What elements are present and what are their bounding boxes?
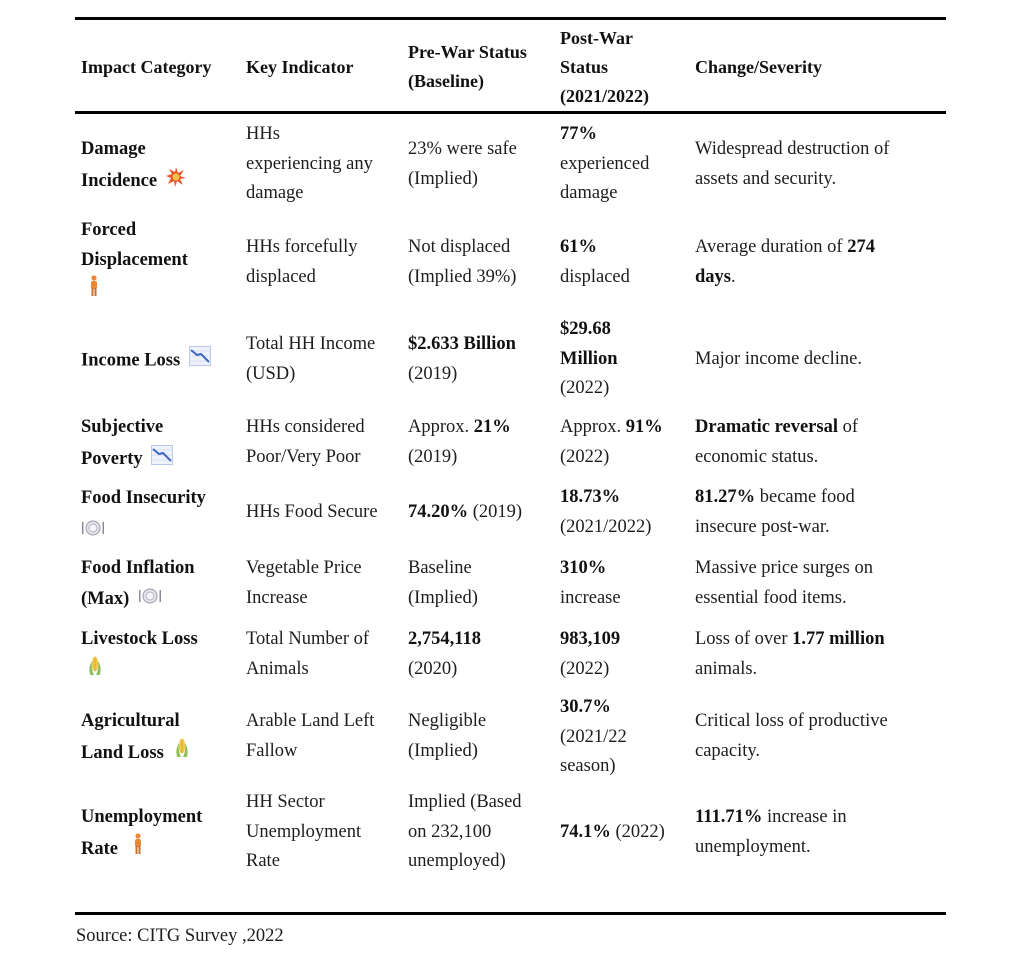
category-text: Land Loss [81,743,164,763]
row-food-inflation-indicator [246,554,362,613]
category-text: (Max) [81,589,130,609]
pre-text: Not displaced [408,237,511,257]
row-poverty-change [695,413,858,472]
change-text: insecure post-war. [695,516,830,537]
post-value: 18.73% [560,487,621,507]
pre-text: (2019) [408,363,458,384]
post-text: displaced [560,266,630,287]
category-text: Livestock Loss [81,629,198,649]
row-displacement-indicator [246,233,357,292]
pre-text: Negligible [408,711,487,731]
pre-text: (Implied) [408,587,478,608]
change-text: Critical loss of productive [695,711,888,731]
row-agri-land-category [81,705,190,770]
indicator-text: Animals [246,658,309,679]
indicator-text: HHs forcefully [246,237,358,257]
indicator-text: damage [246,183,304,203]
row-agri-land-indicator [246,707,374,766]
change-text: assets and security. [695,168,837,189]
change-text: economic status. [695,446,819,467]
indicator-text: Total HH Income [246,334,376,354]
change-bold: 1.77 million [792,629,885,649]
post-text: season) [560,756,616,776]
row-damage-post [560,120,649,209]
row-food-insecurity-pre [408,498,522,528]
post-text: Approx. [560,417,626,437]
row-livestock-change [695,625,885,684]
category-text: Forced [81,220,137,240]
indicator-text: Fallow [246,740,298,761]
person-icon [89,275,99,308]
change-text: Average duration of [695,237,848,257]
post-value: 74.1% [560,822,611,842]
row-food-inflation-category [81,553,195,615]
row-damage-indicator [246,120,373,209]
change-text: Loss of over [695,629,793,649]
chart-decreasing-icon [189,346,211,377]
indicator-text: HH Sector [246,792,325,812]
pre-text: 23% were safe [408,139,517,159]
row-displacement-change [695,233,875,292]
row-poverty-pre [408,413,511,472]
row-displacement-category [81,216,188,308]
header-post-war [560,24,649,111]
chart-decreasing-icon [151,444,173,476]
row-food-insecurity-indicator [246,498,378,528]
pre-text: Baseline [408,558,472,578]
row-unemployment-category [81,801,202,866]
category-text: Incidence [81,171,158,191]
indicator-text: experiencing any [246,153,373,174]
row-unemployment-indicator [246,788,361,877]
person-icon [133,833,143,866]
row-poverty-category [81,411,173,476]
change-text: unemployment. [695,836,811,857]
header-pre-war [408,38,527,96]
post-text: (2022) [560,378,610,398]
row-food-insecurity-post [560,483,651,542]
change-text: essential food items. [695,587,847,608]
post-text: (2022) [610,822,665,842]
post-value: 983,109 [560,629,621,649]
pre-text: unemployed) [408,851,506,871]
change-text: capacity. [695,740,761,761]
row-income-indicator [246,330,375,389]
change-text: increase in [762,807,847,827]
row-food-insecurity-change [695,483,855,542]
indicator-text: Vegetable Price [246,558,362,578]
header-post-war-line3: (2021/2022) [560,86,649,106]
header-post-war-line1: Post-War [560,28,633,48]
pre-text: Approx. [408,417,474,437]
corn-icon [174,737,190,770]
category-text: Rate [81,839,118,859]
pre-text: Implied (Based [408,792,522,812]
pre-text: (Implied) [408,168,478,189]
row-unemployment-pre [408,788,522,877]
row-poverty-post [560,413,663,472]
indicator-text: HHs [246,124,280,144]
row-agri-land-post [560,693,627,782]
row-income-category [81,346,211,377]
post-text: (2022) [560,658,610,679]
pre-value: 2,754,118 [408,629,481,649]
pre-text: (2019) [408,446,458,467]
header-key-indicator: Key Indicator [246,57,354,77]
post-value: Million [560,348,618,369]
table-top-rule [75,17,946,20]
header-change-severity: Change/Severity [695,57,822,77]
change-text: Widespread destruction of [695,139,890,159]
indicator-text: Total Number of [246,629,370,649]
row-unemployment-change [695,803,847,862]
post-text: (2022) [560,446,610,467]
change-text: Massive price surges on [695,558,873,578]
indicator-text: Rate [246,851,280,871]
row-livestock-category [81,623,198,688]
row-livestock-pre [408,625,481,684]
change-text: animals. [695,658,758,679]
pre-text: (2019) [468,502,523,522]
pre-value: 74.20% [408,502,469,522]
row-agri-land-change [695,707,888,766]
change-bold: 111.71% [695,807,763,827]
post-text: increase [560,587,621,608]
post-text: (2021/2022) [560,516,652,537]
row-income-pre [408,330,516,389]
pre-text: on 232,100 [408,821,492,842]
change-text: Major income decline. [695,349,862,369]
row-livestock-indicator [246,625,369,684]
post-text: damage [560,183,618,203]
category-text: Poverty [81,449,143,469]
header-pre-war-line2: (Baseline) [408,71,484,91]
category-text: Food Inflation [81,558,195,578]
pre-text: (2020) [408,658,458,679]
indicator-text: Increase [246,587,308,608]
category-text: Damage [81,139,146,159]
header-impact-category: Impact Category [81,57,212,77]
row-displacement-pre [408,233,516,292]
category-text: Unemployment [81,807,203,827]
row-income-change [695,345,862,375]
row-damage-category [81,133,186,198]
row-damage-change [695,135,889,194]
indicator-text: Arable Land Left [246,711,375,731]
indicator-text: Poor/Very Poor [246,446,361,467]
category-text: Food Insecurity [81,488,206,508]
row-displacement-post [560,233,630,292]
plate-icon [138,584,162,615]
post-text: (2021/22 [560,726,627,747]
post-value: 61% [560,237,597,257]
change-bold: Dramatic reversal [695,417,838,437]
post-value: $29.68 [560,319,611,339]
change-bold: 81.27% [695,487,756,507]
pre-value: 21% [473,417,511,437]
post-value: 77% [560,124,597,144]
row-food-inflation-change [695,554,873,613]
post-text: experienced [560,153,650,174]
plate-icon [81,515,105,547]
header-pre-war-line1: Pre-War Status [408,42,527,62]
category-text: Income Loss [81,350,181,371]
indicator-text: (USD) [246,363,296,384]
post-value: 30.7% [560,697,611,717]
pre-text: (Implied) [408,740,478,761]
change-text: of [837,417,859,437]
indicator-text: Unemployment [246,821,362,842]
pre-text: (Implied 39%) [408,266,517,287]
indicator-text: HHs considered [246,417,365,437]
row-food-insecurity-category [81,482,206,547]
corn-icon [87,655,103,688]
row-damage-pre [408,135,517,194]
change-text: became food [755,487,855,507]
table-header-rule [75,111,946,114]
change-bold: 274 [847,237,875,257]
table-bottom-rule [75,912,946,915]
row-food-inflation-pre [408,554,478,613]
category-text: Subjective [81,417,164,437]
row-poverty-indicator [246,413,365,472]
row-livestock-post [560,625,620,684]
post-value: 91% [625,417,663,437]
indicator-text: displaced [246,266,316,287]
indicator-text: HHs Food Secure [246,502,378,522]
row-agri-land-pre [408,707,486,766]
explosion-icon [166,166,186,198]
pre-value: $2.633 Billion [408,334,516,354]
category-text: Agricultural [81,711,180,731]
source-note: Source: CITG Survey ,2022 [76,926,284,946]
header-post-war-line2: Status [560,57,609,77]
change-text: . [731,266,736,287]
change-bold: days [695,266,731,287]
category-text: Displacement [81,249,188,270]
row-unemployment-post [560,818,665,848]
row-income-post [560,315,618,404]
post-value: 310% [560,558,607,578]
row-food-inflation-post [560,554,621,613]
